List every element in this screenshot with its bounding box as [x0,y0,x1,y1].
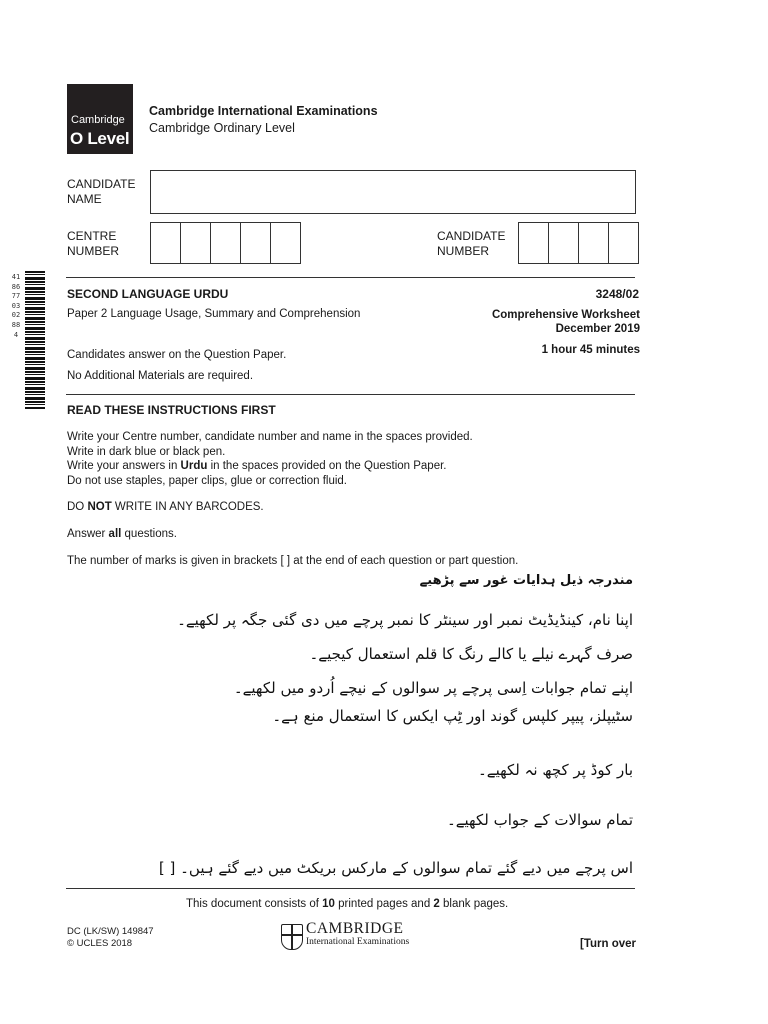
paper-title: Paper 2 Language Usage, Summary and Comprehension [67,308,361,320]
instruction-text: DO [67,501,88,513]
worksheet-label: Comprehensive Worksheet [491,309,640,321]
candidate-number-box[interactable] [518,222,549,264]
divider-top [66,277,635,278]
document-reference [67,926,154,950]
candidate-name-field[interactable] [150,170,636,214]
marks-instruction: The number of marks is given in brackets [ ] at the end of each question or part question. [67,555,519,567]
materials-note: No Additional Materials are required. [67,370,254,382]
urdu-instruction-line: اپنا نام، کینڈیڈیٹ نمبر اور سینٹر کا نمبر پرچے میں دی گئی جگہ پر لکھیے۔ [177,611,633,629]
centre-number-box[interactable] [240,222,271,264]
syllabus-code: 3248/02 [595,287,639,301]
footer-text: blank pages. [439,898,509,910]
urdu-instruction-line: تمام سوالات کے جواب لکھیے۔ [446,811,633,829]
candidate-number-label [437,229,505,259]
cambridge-brand-name: CAMBRIDGE [306,920,404,937]
instruction-line: Write your Centre number, candidate number and name in the spaces provided. [67,431,473,443]
urdu-instruction-line: بار کوڈ پر کچھ نہ لکھیے۔ [478,761,633,779]
centre-number-label [67,229,119,259]
printed-page-count: 10 [322,898,335,910]
instruction-emphasis: Urdu [180,460,208,472]
urdu-instruction-line: اپنے تمام جوابات اِسی پرچے پر سوالوں کے نیچے اُردو میں لکھیے۔ [233,679,633,697]
cambridge-brand-subtitle: International Examinations [306,937,410,947]
centre-number-label-line2: NUMBER [67,244,120,258]
instructions-heading: READ THESE INSTRUCTIONS FIRST [67,403,276,417]
centre-number-boxes [151,222,301,264]
barcode-instruction [67,501,264,513]
candidate-number-label-line1: CANDIDATE [437,229,506,243]
instruction-text: WRITE IN ANY BARCODES. [111,501,264,513]
logo-line2: O Level [70,129,130,148]
divider-instructions [66,394,635,395]
answer-on-paper-note: Candidates answer on the Question Paper. [67,349,287,361]
exam-duration: 1 hour 45 minutes [541,344,640,356]
instruction-text: in the spaces provided on the Question Paper. [207,460,447,472]
document-pages-note [186,898,508,910]
barcode-digits: 4186770302884 [11,273,21,339]
instruction-emphasis: all [108,528,122,540]
urdu-instructions-heading: مندرجہ ذیل ہدایات غور سے پڑھیے [419,573,633,588]
instruction-text: questions. [121,528,177,540]
instruction-text: Answer [67,528,109,540]
instruction-line [67,459,473,474]
turn-over-label: [Turn over [579,938,636,950]
centre-number-box[interactable] [270,222,301,264]
instruction-text: Write your answers in [67,460,181,472]
urdu-instruction-line: اس پرچے میں دیے گئے تمام سوالوں کے مارکس بریکٹ میں دیے گئے ہیں۔ [ ] [158,859,633,877]
reference-code: DC (LK/SW) 149847 [67,926,154,937]
header-subtitle: Cambridge Ordinary Level [149,121,295,135]
instruction-emphasis: NOT [87,501,112,513]
candidate-name-label-line2: NAME [67,192,102,206]
header-title: Cambridge International Examinations [149,104,378,118]
blank-page-count: 2 [433,898,440,910]
exam-session: December 2019 [555,323,640,335]
centre-number-box[interactable] [210,222,241,264]
candidate-number-box[interactable] [608,222,639,264]
candidate-name-label [67,177,135,207]
candidate-name-label-line1: CANDIDATE [67,177,136,191]
divider-footer [66,888,635,889]
candidate-number-box[interactable] [548,222,579,264]
logo-line1: Cambridge [71,114,125,126]
candidate-number-boxes [519,222,639,264]
urdu-instruction-line: صرف گہرے نیلے یا کالے رنگ کا قلم استعمال کیجیے۔ [309,645,633,663]
subject-title: SECOND LANGUAGE URDU [67,287,229,301]
cambridge-o-level-logo [67,84,133,154]
footer-text: This document consists of [186,898,323,910]
centre-number-label-line1: CENTRE [67,229,117,243]
answer-all-instruction [67,528,177,540]
footer-text: printed pages and [334,898,434,910]
candidate-number-label-line2: NUMBER [437,244,490,258]
centre-number-box[interactable] [180,222,211,264]
centre-number-box[interactable] [150,222,181,264]
instruction-line: Write in dark blue or black pen. [67,445,226,458]
urdu-instruction-line: سٹیپلز، پیپر کلپس گوند اور ٹِپ ایکس کا استعمال منع ہے۔ [272,707,633,725]
instruction-line: Do not use staples, paper clips, glue or correction fluid. [67,474,347,487]
copyright-notice: © UCLES 2018 [67,938,133,949]
cambridge-crest-icon [281,924,303,950]
instructions-block [67,430,473,488]
barcode-image [25,271,45,409]
candidate-number-box[interactable] [578,222,609,264]
